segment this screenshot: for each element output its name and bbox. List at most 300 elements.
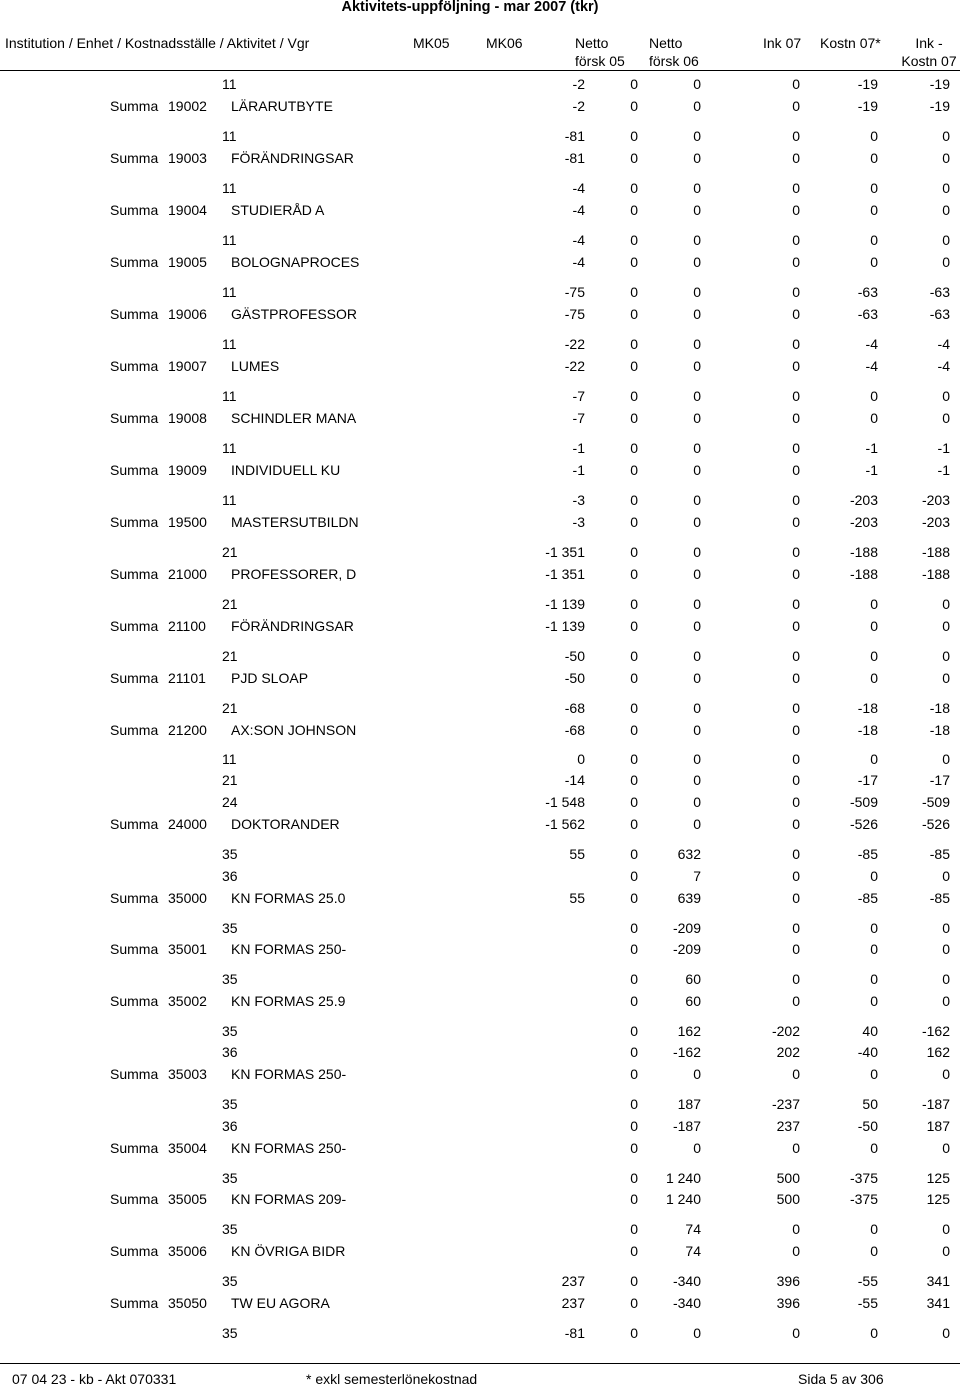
netto-forsk-05-value: 0 xyxy=(630,596,638,612)
netto-forsk-06-value: 0 xyxy=(693,1325,701,1341)
kostn-07-value: 0 xyxy=(870,920,878,936)
summa-label: Summa xyxy=(110,816,159,832)
activity-name: KN FORMAS 25.9 xyxy=(231,993,346,1009)
header-mk05: MK05 xyxy=(413,35,450,51)
netto-forsk-05-value: 0 xyxy=(630,1273,638,1289)
ink-07-value: 0 xyxy=(792,618,800,634)
ink-07-value: 0 xyxy=(792,566,800,582)
vgr-code: 11 xyxy=(222,232,237,248)
kostn-07-value: -509 xyxy=(849,794,878,810)
mk06-value: -1 xyxy=(572,440,585,456)
summa-label: Summa xyxy=(110,254,159,270)
netto-forsk-05-value: 0 xyxy=(630,670,638,686)
mk06-value: -1 548 xyxy=(545,794,585,810)
vgr-code: 11 xyxy=(222,128,237,144)
netto-forsk-05-value: 0 xyxy=(630,1295,638,1311)
summa-row xyxy=(0,306,960,326)
netto-forsk-06-value: 60 xyxy=(685,993,701,1009)
vgr-row xyxy=(0,1023,960,1043)
ink-07-value: 500 xyxy=(776,1170,800,1186)
kostn-07-value: -1 xyxy=(865,440,878,456)
kostn-07-value: -19 xyxy=(857,76,878,92)
ink-kostn-value: -18 xyxy=(929,722,950,738)
netto-forsk-06-value: 0 xyxy=(693,514,701,530)
kostn-07-value: -4 xyxy=(865,336,878,352)
netto-forsk-06-value: 60 xyxy=(685,971,701,987)
mk06-value: -14 xyxy=(564,772,585,788)
mk06-value: -4 xyxy=(572,180,585,196)
ink-07-value: 0 xyxy=(792,306,800,322)
kostn-07-value: 0 xyxy=(870,388,878,404)
summa-row xyxy=(0,722,960,742)
summa-row xyxy=(0,618,960,638)
ink-kostn-value: 0 xyxy=(942,1140,950,1156)
vgr-row xyxy=(0,971,960,991)
kostn-07-value: 0 xyxy=(870,596,878,612)
kostn-07-value: -55 xyxy=(857,1295,878,1311)
kostn-07-value: -19 xyxy=(857,98,878,114)
summa-label: Summa xyxy=(110,993,159,1009)
kostn-07-value: -375 xyxy=(849,1170,878,1186)
vgr-row xyxy=(0,751,960,771)
summa-row xyxy=(0,358,960,378)
ink-kostn-value: -1 xyxy=(937,440,950,456)
vgr-row xyxy=(0,868,960,888)
netto-forsk-05-value: 0 xyxy=(630,76,638,92)
vgr-code: 24 xyxy=(222,794,238,810)
mk06-value: 55 xyxy=(569,890,585,906)
activity-name: KN FORMAS 209- xyxy=(231,1191,347,1207)
summa-label: Summa xyxy=(110,618,159,634)
netto-forsk-05-value: 0 xyxy=(630,1243,638,1259)
mk06-value: 55 xyxy=(569,846,585,862)
vgr-code: 11 xyxy=(222,751,237,767)
ink-kostn-value: -203 xyxy=(921,492,950,508)
kostn-07-value: -85 xyxy=(857,890,878,906)
vgr-code: 21 xyxy=(222,772,238,788)
netto-forsk-05-value: 0 xyxy=(630,544,638,560)
ink-07-value: 237 xyxy=(776,1118,800,1134)
footer-page-number: Sida 5 av 306 xyxy=(798,1371,884,1387)
activity-code: 19500 xyxy=(168,514,207,530)
activity-code: 35004 xyxy=(168,1140,207,1156)
netto-forsk-06-value: 0 xyxy=(693,700,701,716)
netto-forsk-06-value: -187 xyxy=(672,1118,701,1134)
mk06-value: -7 xyxy=(572,410,585,426)
header-kostn-07: Kostn 07* xyxy=(820,35,881,51)
ink-07-value: 0 xyxy=(792,180,800,196)
netto-forsk-05-value: 0 xyxy=(630,284,638,300)
kostn-07-value: -375 xyxy=(849,1191,878,1207)
header-netto-forsk-05-line1: Netto xyxy=(575,35,609,51)
vgr-row xyxy=(0,544,960,564)
ink-kostn-value: -203 xyxy=(921,514,950,530)
vgr-code: 21 xyxy=(222,648,238,664)
activity-code: 19009 xyxy=(168,462,207,478)
kostn-07-value: 0 xyxy=(870,254,878,270)
summa-label: Summa xyxy=(110,462,159,478)
ink-kostn-value: 0 xyxy=(942,232,950,248)
mk06-value: -7 xyxy=(572,388,585,404)
netto-forsk-05-value: 0 xyxy=(630,816,638,832)
ink-07-value: 0 xyxy=(792,76,800,92)
ink-kostn-value: 0 xyxy=(942,596,950,612)
ink-kostn-value: -85 xyxy=(929,846,950,862)
vgr-code: 11 xyxy=(222,180,237,196)
netto-forsk-05-value: 0 xyxy=(630,254,638,270)
netto-forsk-06-value: -340 xyxy=(672,1295,701,1311)
vgr-row xyxy=(0,76,960,96)
ink-07-value: 0 xyxy=(792,794,800,810)
netto-forsk-05-value: 0 xyxy=(630,993,638,1009)
kostn-07-value: -1 xyxy=(865,462,878,478)
ink-07-value: 500 xyxy=(776,1191,800,1207)
vgr-row xyxy=(0,648,960,668)
ink-kostn-value: -63 xyxy=(929,284,950,300)
ink-kostn-value: -18 xyxy=(929,700,950,716)
activity-code: 35003 xyxy=(168,1066,207,1082)
activity-code: 21101 xyxy=(168,670,206,686)
vgr-code: 11 xyxy=(222,492,237,508)
vgr-row xyxy=(0,772,960,792)
summa-row xyxy=(0,670,960,690)
summa-label: Summa xyxy=(110,358,159,374)
activity-name: TW EU AGORA xyxy=(231,1295,330,1311)
netto-forsk-06-value: 0 xyxy=(693,180,701,196)
netto-forsk-06-value: 0 xyxy=(693,150,701,166)
ink-07-value: 0 xyxy=(792,462,800,478)
ink-07-value: 0 xyxy=(792,751,800,767)
netto-forsk-05-value: 0 xyxy=(630,1325,638,1341)
activity-name: INDIVIDUELL KU xyxy=(231,462,341,478)
ink-kostn-value: 0 xyxy=(942,1325,950,1341)
kostn-07-value: 0 xyxy=(870,618,878,634)
netto-forsk-06-value: 0 xyxy=(693,388,701,404)
netto-forsk-05-value: 0 xyxy=(630,1221,638,1237)
ink-07-value: 0 xyxy=(792,284,800,300)
ink-07-value: 0 xyxy=(792,722,800,738)
summa-row xyxy=(0,150,960,170)
ink-kostn-value: 162 xyxy=(926,1044,950,1060)
mk06-value: -22 xyxy=(564,336,585,352)
ink-kostn-value: 0 xyxy=(942,1221,950,1237)
activity-code: 19002 xyxy=(168,98,207,114)
activity-code: 35006 xyxy=(168,1243,207,1259)
ink-07-value: 0 xyxy=(792,358,800,374)
vgr-code: 21 xyxy=(222,596,238,612)
netto-forsk-06-value: -340 xyxy=(672,1273,701,1289)
netto-forsk-05-value: 0 xyxy=(630,920,638,936)
summa-row xyxy=(0,816,960,836)
summa-label: Summa xyxy=(110,1191,159,1207)
ink-kostn-value: 0 xyxy=(942,180,950,196)
vgr-row xyxy=(0,1096,960,1116)
ink-kostn-value: 0 xyxy=(942,670,950,686)
activity-code: 19005 xyxy=(168,254,207,270)
activity-name: DOKTORANDER xyxy=(231,816,340,832)
vgr-row xyxy=(0,336,960,356)
activity-code: 19004 xyxy=(168,202,207,218)
ink-07-value: 0 xyxy=(792,941,800,957)
ink-07-value: 0 xyxy=(792,336,800,352)
ink-kostn-value: -188 xyxy=(921,544,950,560)
netto-forsk-05-value: 0 xyxy=(630,492,638,508)
vgr-row xyxy=(0,284,960,304)
activity-code: 21000 xyxy=(168,566,207,582)
kostn-07-value: -63 xyxy=(857,306,878,322)
netto-forsk-06-value: 0 xyxy=(693,128,701,144)
header-divider xyxy=(0,70,960,71)
mk06-value: -68 xyxy=(564,700,585,716)
header-ink-kostn-07-line1: Ink - xyxy=(915,35,943,51)
summa-label: Summa xyxy=(110,1066,159,1082)
netto-forsk-06-value: -209 xyxy=(672,941,701,957)
vgr-code: 35 xyxy=(222,1023,238,1039)
ink-07-value: 0 xyxy=(792,254,800,270)
kostn-07-value: 0 xyxy=(870,751,878,767)
ink-kostn-value: 341 xyxy=(926,1295,950,1311)
kostn-07-value: -50 xyxy=(857,1118,878,1134)
netto-forsk-06-value: 632 xyxy=(677,846,701,862)
summa-row xyxy=(0,941,960,961)
netto-forsk-06-value: 0 xyxy=(693,722,701,738)
vgr-code: 21 xyxy=(222,700,238,716)
activity-name: KN FORMAS 250- xyxy=(231,1140,347,1156)
mk06-value: 237 xyxy=(561,1273,585,1289)
ink-kostn-value: -4 xyxy=(937,358,950,374)
netto-forsk-05-value: 0 xyxy=(630,202,638,218)
report-title: Aktivitets-uppföljning - mar 2007 (tkr) xyxy=(341,0,599,15)
summa-row xyxy=(0,410,960,430)
kostn-07-value: 0 xyxy=(870,1140,878,1156)
netto-forsk-05-value: 0 xyxy=(630,128,638,144)
vgr-row xyxy=(0,388,960,408)
ink-kostn-value: 0 xyxy=(942,993,950,1009)
summa-row xyxy=(0,1295,960,1315)
netto-forsk-05-value: 0 xyxy=(630,1191,638,1207)
netto-forsk-06-value: 1 240 xyxy=(665,1191,701,1207)
netto-forsk-05-value: 0 xyxy=(630,306,638,322)
header-netto-forsk-05-line2: försk 05 xyxy=(575,53,625,69)
ink-kostn-value: -17 xyxy=(929,772,950,788)
netto-forsk-05-value: 0 xyxy=(630,868,638,884)
activity-code: 35002 xyxy=(168,993,207,1009)
ink-kostn-value: -85 xyxy=(929,890,950,906)
ink-07-value: 0 xyxy=(792,772,800,788)
summa-row xyxy=(0,993,960,1013)
activity-code: 35001 xyxy=(168,941,207,957)
ink-kostn-value: 0 xyxy=(942,971,950,987)
netto-forsk-05-value: 0 xyxy=(630,941,638,957)
activity-name: GÄSTPROFESSOR xyxy=(231,306,358,322)
kostn-07-value: 50 xyxy=(862,1096,878,1112)
ink-07-value: 0 xyxy=(792,816,800,832)
ink-07-value: 0 xyxy=(792,150,800,166)
activity-code: 21100 xyxy=(168,618,206,634)
activity-code: 19003 xyxy=(168,150,207,166)
netto-forsk-06-value: 74 xyxy=(685,1243,701,1259)
ink-kostn-value: -526 xyxy=(921,816,950,832)
ink-kostn-value: -19 xyxy=(929,98,950,114)
summa-label: Summa xyxy=(110,410,159,426)
netto-forsk-05-value: 0 xyxy=(630,462,638,478)
netto-forsk-06-value: 0 xyxy=(693,794,701,810)
ink-kostn-value: 0 xyxy=(942,254,950,270)
netto-forsk-06-value: 0 xyxy=(693,358,701,374)
header-netto-forsk-05 xyxy=(575,34,625,70)
vgr-code: 11 xyxy=(222,388,237,404)
activity-name: PJD SLOAP xyxy=(231,670,309,686)
netto-forsk-05-value: 0 xyxy=(630,1044,638,1060)
netto-forsk-05-value: 0 xyxy=(630,410,638,426)
netto-forsk-05-value: 0 xyxy=(630,1140,638,1156)
kostn-07-value: -85 xyxy=(857,846,878,862)
vgr-code: 36 xyxy=(222,868,238,884)
ink-07-value: 0 xyxy=(792,1066,800,1082)
vgr-row xyxy=(0,700,960,720)
mk06-value: -4 xyxy=(572,254,585,270)
ink-07-value: 0 xyxy=(792,492,800,508)
netto-forsk-06-value: 0 xyxy=(693,772,701,788)
netto-forsk-06-value: 0 xyxy=(693,816,701,832)
netto-forsk-06-value: 0 xyxy=(693,462,701,478)
netto-forsk-06-value: 0 xyxy=(693,254,701,270)
footer-note: * exkl semesterlönekostnad xyxy=(306,1371,478,1387)
vgr-code: 35 xyxy=(222,1221,238,1237)
vgr-code: 35 xyxy=(222,1096,238,1112)
ink-07-value: 0 xyxy=(792,410,800,426)
ink-07-value: 0 xyxy=(792,1243,800,1259)
footer-report-id: 07 04 23 - kb - Akt 070331 xyxy=(12,1371,177,1387)
netto-forsk-05-value: 0 xyxy=(630,618,638,634)
netto-forsk-06-value: 0 xyxy=(693,1140,701,1156)
kostn-07-value: -63 xyxy=(857,284,878,300)
netto-forsk-06-value: 74 xyxy=(685,1221,701,1237)
kostn-07-value: 0 xyxy=(870,971,878,987)
vgr-row xyxy=(0,1221,960,1241)
summa-label: Summa xyxy=(110,1140,159,1156)
vgr-code: 11 xyxy=(222,284,237,300)
ink-07-value: 396 xyxy=(776,1273,800,1289)
mk06-value: -2 xyxy=(572,76,585,92)
ink-07-value: 0 xyxy=(792,971,800,987)
kostn-07-value: 0 xyxy=(870,993,878,1009)
header-mk06: MK06 xyxy=(486,35,523,51)
netto-forsk-06-value: 0 xyxy=(693,618,701,634)
netto-forsk-06-value: 0 xyxy=(693,1066,701,1082)
netto-forsk-05-value: 0 xyxy=(630,722,638,738)
kostn-07-value: -203 xyxy=(849,492,878,508)
kostn-07-value: -188 xyxy=(849,566,878,582)
summa-label: Summa xyxy=(110,202,159,218)
netto-forsk-05-value: 0 xyxy=(630,890,638,906)
ink-kostn-value: -63 xyxy=(929,306,950,322)
activity-code: 35000 xyxy=(168,890,207,906)
kostn-07-value: 0 xyxy=(870,180,878,196)
vgr-code: 36 xyxy=(222,1118,238,1134)
summa-row xyxy=(0,890,960,910)
summa-row xyxy=(0,98,960,118)
kostn-07-value: 0 xyxy=(870,150,878,166)
netto-forsk-06-value: 0 xyxy=(693,544,701,560)
ink-07-value: 0 xyxy=(792,514,800,530)
vgr-code: 35 xyxy=(222,1273,238,1289)
vgr-code: 36 xyxy=(222,1044,238,1060)
ink-kostn-value: -162 xyxy=(921,1023,950,1039)
netto-forsk-05-value: 0 xyxy=(630,440,638,456)
netto-forsk-06-value: 0 xyxy=(693,410,701,426)
netto-forsk-05-value: 0 xyxy=(630,336,638,352)
mk06-value: -4 xyxy=(572,202,585,218)
kostn-07-value: -4 xyxy=(865,358,878,374)
ink-07-value: 0 xyxy=(792,993,800,1009)
ink-07-value: 0 xyxy=(792,544,800,560)
summa-row xyxy=(0,254,960,274)
netto-forsk-06-value: 7 xyxy=(693,868,701,884)
mk06-value: -3 xyxy=(572,492,585,508)
kostn-07-value: 0 xyxy=(870,670,878,686)
ink-07-value: 0 xyxy=(792,700,800,716)
kostn-07-value: 0 xyxy=(870,1066,878,1082)
summa-row xyxy=(0,1066,960,1086)
header-ink-kostn-07 xyxy=(900,34,958,70)
mk06-value: -50 xyxy=(564,670,585,686)
kostn-07-value: 0 xyxy=(870,648,878,664)
mk06-value: -81 xyxy=(564,1325,585,1341)
netto-forsk-06-value: 0 xyxy=(693,76,701,92)
ink-kostn-value: -509 xyxy=(921,794,950,810)
mk06-value: 0 xyxy=(577,751,585,767)
mk06-value: -50 xyxy=(564,648,585,664)
netto-forsk-06-value: 0 xyxy=(693,284,701,300)
kostn-07-value: -17 xyxy=(857,772,878,788)
mk06-value: -68 xyxy=(564,722,585,738)
mk06-value: -1 xyxy=(572,462,585,478)
footer-divider xyxy=(0,1363,960,1364)
ink-kostn-value: -187 xyxy=(921,1096,950,1112)
ink-kostn-value: 0 xyxy=(942,868,950,884)
netto-forsk-05-value: 0 xyxy=(630,971,638,987)
summa-row xyxy=(0,202,960,222)
netto-forsk-06-value: 187 xyxy=(677,1096,701,1112)
ink-07-value: 0 xyxy=(792,440,800,456)
activity-code: 19007 xyxy=(168,358,207,374)
netto-forsk-06-value: 162 xyxy=(677,1023,701,1039)
vgr-code: 35 xyxy=(222,1170,238,1186)
vgr-row xyxy=(0,1325,960,1345)
summa-label: Summa xyxy=(110,1243,159,1259)
ink-07-value: 202 xyxy=(776,1044,800,1060)
summa-label: Summa xyxy=(110,941,159,957)
activity-name: STUDIERÅD A xyxy=(231,202,325,218)
activity-name: SCHINDLER MANA xyxy=(231,410,357,426)
vgr-code: 35 xyxy=(222,920,238,936)
kostn-07-value: -18 xyxy=(857,700,878,716)
ink-07-value: 0 xyxy=(792,920,800,936)
ink-kostn-value: 125 xyxy=(926,1170,950,1186)
header-netto-forsk-06-line2: försk 06 xyxy=(649,53,699,69)
mk06-value: -2 xyxy=(572,98,585,114)
netto-forsk-06-value: 0 xyxy=(693,336,701,352)
netto-forsk-06-value: 0 xyxy=(693,566,701,582)
summa-label: Summa xyxy=(110,670,159,686)
ink-07-value: -237 xyxy=(771,1096,800,1112)
header-path: Institution / Enhet / Kostnadsställe / Aktivitet / Vgr xyxy=(5,35,310,51)
ink-kostn-value: 0 xyxy=(942,648,950,664)
netto-forsk-05-value: 0 xyxy=(630,1118,638,1134)
netto-forsk-06-value: 0 xyxy=(693,751,701,767)
netto-forsk-06-value: 639 xyxy=(677,890,701,906)
